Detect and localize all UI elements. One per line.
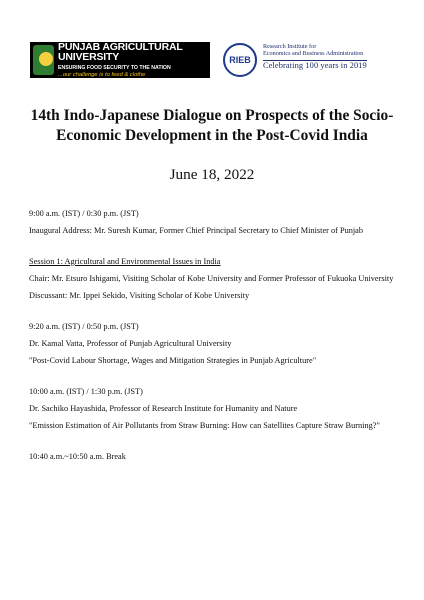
break-time: 10:40 a.m.~10:50 a.m. Break [29,452,126,461]
talk2-time: 10:00 a.m. (IST) / 1:30 p.m. (JST) [29,387,143,396]
talk1-title: "Post-Covid Labour Shortage, Wages and Mitigation Strategies in Punjab Agriculture" [29,356,317,365]
talk1-speaker: Dr. Kamal Vatta, Professor of Punjab Agricultural University [29,339,232,348]
talk2-speaker: Dr. Sachiko Hayashida, Professor of Research Institute for Humanity and Nature [29,404,298,413]
session1-discussant: Discussant: Mr. Ippei Sekido, Visiting Scholar of Kobe University [29,291,250,300]
inaugural-address: Inaugural Address: Mr. Suresh Kumar, Former Chief Principal Secretary to Chief Minister of Punjab [29,226,364,235]
program [29,208,399,468]
talk1-time: 9:20 a.m. (IST) / 0:50 p.m. (JST) [29,322,139,331]
pau-slogan: ...our challenge is to feed & clothe [58,71,146,78]
rieb-name-line2: Economics and Business Administration [263,49,364,57]
pau-name: PUNJAB AGRICULTURAL UNIVERSITY [58,40,183,63]
pau-emblem-icon [33,45,54,75]
session1-heading: Session 1: Agricultural and Environmental Issues in India [29,257,221,266]
inaugural-time: 9:00 a.m. (IST) / 0:30 p.m. (JST) [29,209,139,218]
pau-tagline: ENSURING FOOD SECURITY TO THE NATION [58,64,171,71]
rieb-logo [223,42,403,82]
rieb-seal-icon: RIEB [223,43,257,77]
session1-chair: Chair: Mr. Etsuro Ishigami, Visiting Scholar of Kobe University and Former Professor of Fukuoka University [29,274,394,283]
pau-logo [30,42,210,78]
rieb-name-line1: Research Institute for [263,43,317,50]
event-date: June 18, 2022 [169,166,255,183]
rieb-anniversary: Celebrating 100 years in 2019 [263,61,367,70]
talk2-title: "Emission Estimation of Air Pollutants from Straw Burning: How can Satellites Capture Straw Burning?" [29,421,380,430]
document-title: 14th Indo-Japanese Dialogue on Prospects of the Socio-Economic Development in the Post-Covid India [30,107,394,144]
header-logos [30,42,400,82]
